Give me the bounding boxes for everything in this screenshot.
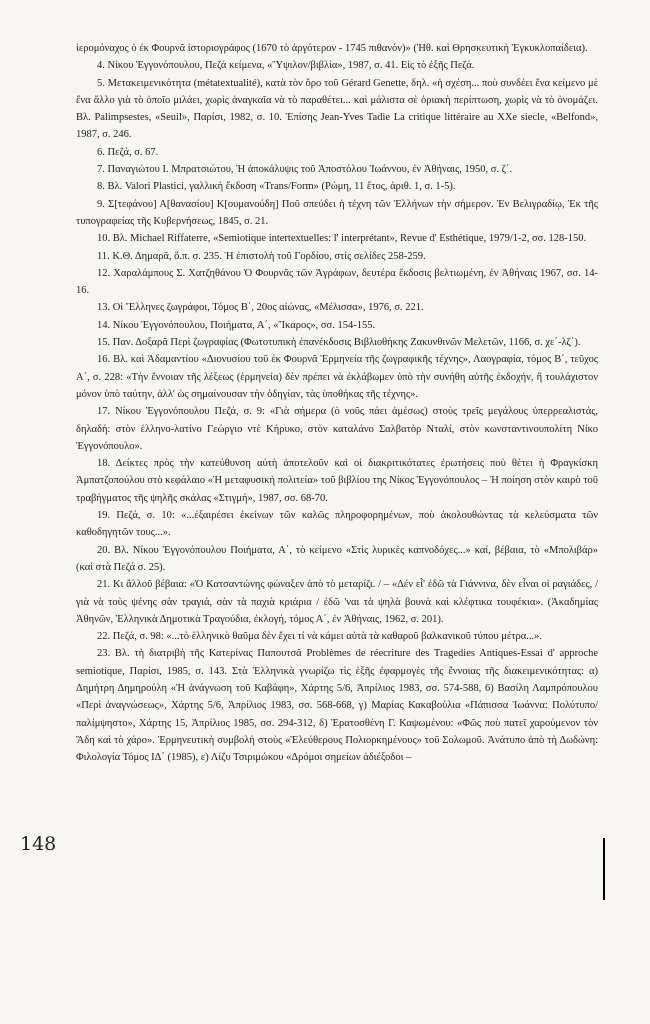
footnote-13: 13. Οἱ Ἕλληνες ζωγράφοι, Τόμος Β΄, 20ος αἰώνας, «Μέλισσα», 1976, σ. 221. [97,302,424,314]
footnote-14: 14. Νίκου Ἐγγονόπουλου, Ποιήματα, Α΄, «Ἴκαρος», σσ. 154-155. [97,319,376,331]
footnote-4: 4. Νίκου Ἐγγονόπουλου, Πεζά κείμενα, «Ὕψιλον/βιβλία», 1987, σ. 41. Εἰς τὸ ἐξῆς Πεζά. [97,60,475,72]
footnote-12: 12. Χαραλάμπους Σ. Χατζηθάνου Ὁ Φουρνᾶς τῶν Ἀγράφων, δευτέρα ἔκδοσις βελτιωμένη, ἐν Ἀθήναις 1967, σσ. 14-16. [76,267,598,297]
footnote-21: 21. Κι ἄλλοῦ βέβαια: «Ὁ Κατσαντώνης φώναξεν ἀπὸ τὸ μεταρίζι. / – «Δέν εἶ' ἐδῶ τὰ Γιάννινα, δὲν εἶναι οἱ ραγιάδες, / γιὰ νὰ τοὺς ψένης σὰν τραγιά, σὰν τὰ παχιὰ κριάρια / ἐδῶ 'ναι τὰ ψηλὰ βουνὰ καὶ κλέφτικα τουφέκια». (Ἀκαδημίας Ἀθηνῶν, Ἑλληνικὰ Δημοτικὰ Τραγούδια, ἐκλογή, τόμος Α΄, ἐν Ἀθήναις, 1962, σ. 201). [76,579,598,625]
footnote-20: 20. Βλ. Νίκου Ἐγγονόπουλου Ποιήματα, Α΄, τὸ κείμενο «Στὶς λυρικὲς καπνοδόχες...» καί, βέβαια, τὸ «Μπολιβάρ» (καὶ στὰ Πεζά σ. 25). [76,544,598,573]
footnote-9: 9. Σ[τεφάνου] Α[θανασίου] Κ[ουμανούδη] Ποῦ σπεύδει ἡ τέχνη τῶν Ἑλλήνων τὴν σήμερον. Ἐν Βελιγραδίῳ, Ἐκ τῆς τυπογραφείας τῆς Κυβερνήσεως, 1845, σ. 21. [76,198,598,227]
footnote-23: 23. Βλ. τὴ διατριβὴ τῆς Κατερίνας Παπουτσᾶ Problèmes de réecriture des Tragedies Antiques-Essai d' approche semiotique, Παρίσι, 1985, σ. 143. Στὰ Ἑλληνικὰ γνωρίζω τὶς ἑξῆς ἐφαρμογὲς τῆς ἔννοιας τῆς διακειμενικότητας: α) Δημήτρη Δημηρούλη «Ἡ ἀνάγνωση τοῦ Καβάφη», Χάρτης 5/6, Ἀπρίλιος 1983, σσ. 574-588, 6) Βασίλη Λαμπρόπουλου «Περὶ ἀναγνώσεως», Χάρτης 5/6, Ἀπρίλιος 1983, σσ. 568-668, γ) Μαρίας Κακαβούλια «Πάπισσα Ἰωάννα: Πολύτυπο/παλίμψηστο», Χάρτης 15, Ἀπρίλιος 1985, σσ. 294-312, δ) Ἐρατοσθένη Γ. Καψωμένου: «Φῶς ποὺ πατεῖ χαρούμενον τὸν Ἅδη καὶ τὸ χάρο». Ἑρμηνευτικὴ συμβολὴ στοὺς «Ἐλεύθερους Πολιορκημένους» τοῦ Σολωμοῦ. Ἀνάτυπο ἀπὸ τὴ Δωδώνη: Φιλολογία Τόμος ΙΔ΄ (1985), ε) Λίζυ Τσιριμώκου «Δρόμοι σημείων ἀδιέξοδοι – [76,648,598,764]
footnote-17: 17. Νίκου Ἐγγονόπουλου Πεζά, σ. 9: «Γιὰ σήμερα (ὁ νοῦς πάει ἀμέσως) στοὺς τρεῖς μεγάλους ὑπερρεαλιστάς, δηλαδή: στὸν ἑλληνο-λατίνο Γεώργιο ντὲ Κήρυκο, στὸν καταλάνο Σαλβατὸρ Νταλί, στὸν κωνσταντινουπολίτη Νίκο Ἐγγονόπουλο». [76,406,598,452]
footnote-19: 19. Πεζά, σ. 10: «...ἐξαιρέσει ἐκείνων τῶν καλῶς πληροφορημένων, ποὺ ἀκολουθώντας τὰ κελεύσματα τῶν καθοδηγητῶν τους...». [76,510,598,539]
footnote-5: 5. Μετακειμενικότητα (métatextualité), κατὰ τὸν ὅρο τοῦ Gérard Genette, δηλ. «ἡ σχέση... ποὺ συνδέει ἕνα κείμενο μὲ ἕνα ἄλλο γιὰ τὸ ὁποῖο μιλάει, χωρὶς ἀναγκαῖα νὰ τὸ παραθέτει... καὶ μάλιστα σὲ ὁριακὴ περίπτωση, χωρὶς νὰ τὸ ὀνομάζει. Βλ. Palimpsestes, «Seuil», Παρίσι, 1982, σ. 10. Ἐπίσης Jean-Yves Tadie La critique littéraire au XXe siecle, «Belfond», 1987, σ. 246. [76,77,598,141]
footnote-6: 6. Πεζά, σ. 67. [97,146,159,158]
footnote-8: 8. Βλ. Valori Plastici, γαλλικὴ ἔκδοση «Trans/Form» (Ρώμη, 11 ἔτος, ἀριθ. 1, σ. 1-5). [97,181,456,193]
footnote-10: 10. Βλ. Michael Riffaterre, «Semiotique intertextuelles: l' interprétant», Revue d' Esthétique, 1979/1-2, σσ. 128-150. [97,233,587,245]
footnote-22: 22. Πεζά, σ. 98: «...τὸ ἑλληνικὸ θαῦμα δὲν ἔχει τί νὰ κάμει αὐτὰ τὰ καθαροῦ βαλκανικοῦ τύπου μέτρα...». [97,631,542,643]
footnote-16: 16. Βλ. καὶ Ἀδαμαντίου «Διονυσίου τοῦ ἐκ Φουρνᾶ Ἑρμηνεία τῆς ζωγραφικῆς τέχνης», Λαογραφία, τόμος Β΄, τεῦχος Α΄, σ. 228: «Τὴν ἔννοιαν τῆς λέξεως (ἑρμηνεία) δὲν πρέπει νὰ ἐκλάβωμεν ὑπὸ τὴν συνήθη αὐτῆς ἐκδοχήν, ἢ τουλάχιστον μόνον ὑπὸ ταύτην, ἀλλ' ὡς σημαίνουσαν τὴν ὁδηγίαν, τὰς ὑποθήκας τῆς τέχνης». [76,354,598,400]
footnote-15: 15. Παν. Δοξαρᾶ Περὶ ζωγραφίας (Φωτοτυπικὴ ἐπανέκδοσις Βιβλιοθήκης Ζακυνθινῶν Μελετῶν, 1166, σ. χε΄-λζ΄). [97,337,581,349]
footnote-18: 18. Δείκτες πρὸς τὴν κατεύθυνση αὐτὴ ἀποτελοῦν καὶ οἱ διακριτικότατες ἐρωτήσεις ποὺ θέτει ἡ Φραγκίσκη Ἀμπατζοπούλου στὸ κεφάλαιο «Ἡ μεταφυσικὴ πολιτεία» τοῦ βιβλίου της Νίκος Ἐγγονόπουλος – Ἡ ποίηση στὸν καιρὸ τοῦ τραβήγματος τῆς ψηλῆς σκάλας «Στιγμή», 1987, σσ. 68-70. [76,458,598,504]
footnote-continued: ἱερομόναχος ὁ ἐκ Φουρνᾶ ἱστοριογράφος (1670 τὸ ἀργότερον - 1745 πιθανόν)» (Ἠθ. καὶ Θρησκευτικὴ Ἐγκυκλοπαίδεια). [76,43,588,54]
margin-rule [603,838,605,900]
footnotes [76,40,598,766]
footnote-7: 7. Παναγιώτου Ι. Μπρατσιώτου, Ἡ ἀποκάλυψις τοῦ Ἀποστόλου Ἰωάννου, ἐν Ἀθήναις, 1950, σ. ζ΄. [97,164,513,176]
page-number: 148 [20,833,57,855]
footnote-11: 11. Κ.Θ. Δημαρᾶ, ὅ.π. σ. 235. Ἡ ἐπιστολὴ τοῦ Γορδίου, στὶς σελίδες 258-259. [97,250,426,262]
